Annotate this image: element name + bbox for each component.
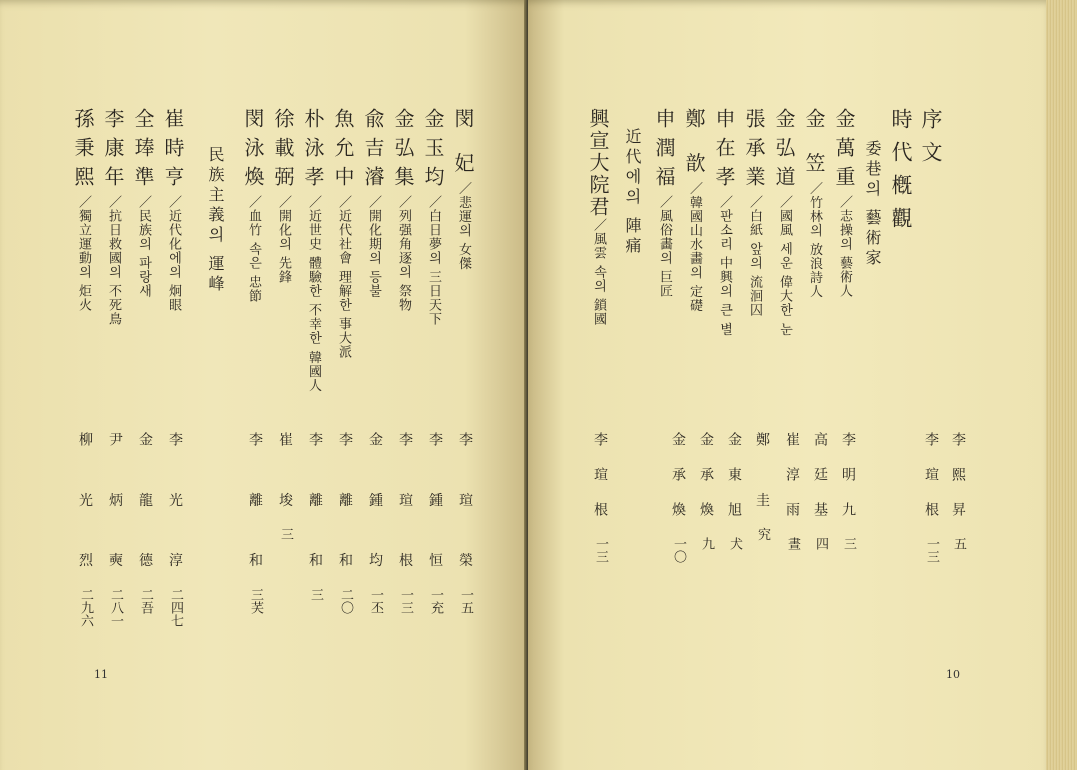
entry-author: 李 鍾 恒一充 [427, 432, 443, 614]
entry-name: 朴泳孝 [301, 108, 325, 195]
entry-subtitle: 開化期의 등불 [366, 209, 381, 299]
entry-name: 李康年 [101, 108, 125, 195]
entry-page: 晝 [785, 537, 800, 550]
entry-page: 一三 [924, 537, 939, 563]
entry-name: 金玉均 [421, 108, 445, 195]
entry-page: 二八一 [108, 587, 123, 627]
entry-subtitle: 白紙 앞의 流洄囚 [747, 209, 762, 318]
entry-page: 二四七 [168, 587, 183, 627]
toc-entry: 閔泳煥／血竹 속은 忠節 [241, 108, 265, 304]
toc-entry: 金 笠／竹林의 放浪詩人 [802, 108, 826, 299]
section-title: 時代槪觀 [889, 108, 913, 240]
entry-name: 金 笠 [802, 108, 826, 182]
entry-author: 李 瑄 根一三 [397, 432, 413, 614]
toc-entry: 鄭 歆／韓國山水畵의 定礎 [682, 108, 706, 313]
toc-entry: 全琫準／民族의 파랑새 [131, 108, 155, 299]
entry-author: 金 鍾 均一丕 [367, 432, 383, 614]
toc-entry: 金弘道／國風 세운 偉大한 눈 [772, 108, 796, 337]
entry-page: 三 [308, 587, 323, 601]
entry-page: 一三 [593, 537, 608, 563]
toc-entry: 崔時亨／近代化에의 炯眼 [161, 108, 185, 313]
toc-entry: 徐載弼／開化의 先鋒 [271, 108, 295, 285]
entry-name: 鄭 歆 [682, 108, 706, 182]
entry-author: 金承煥一〇 [670, 432, 686, 563]
entry-subtitle: 悲運의 女傑 [456, 195, 471, 271]
entry-author: 崔 埈三 [277, 432, 293, 541]
entry-name: 申潤福 [652, 108, 676, 195]
entry-page: 一丕 [368, 587, 383, 614]
entry-subtitle: 國風 세운 偉大한 눈 [777, 209, 792, 337]
entry-page: 一〇 [671, 537, 686, 563]
entry-page: 二吾 [138, 587, 153, 614]
entry-subtitle: 民族의 파랑새 [136, 209, 151, 299]
entry-author: 金承煥九 [698, 432, 714, 550]
entry-subtitle: 開化의 先鋒 [276, 209, 291, 285]
entry-name: 徐載弼 [271, 108, 295, 195]
entry-author: 崔淳雨晝 [784, 432, 800, 550]
entry-author: 李 光 淳二四七 [167, 432, 183, 627]
toc-entry: 申在孝／판소리 中興의 큰 별 [712, 108, 736, 337]
left-page [0, 0, 528, 770]
entry-name: 全琫準 [131, 108, 155, 195]
page-number: 10 [946, 668, 960, 681]
toc-entry: 朴泳孝／近世史 體驗한 不幸한 韓國人 [301, 108, 325, 393]
entry-author: 金 龍 德二吾 [137, 432, 153, 614]
entry-page: 一充 [428, 587, 443, 614]
entry-page: 三 [278, 527, 293, 541]
entry-page: 二〇 [338, 587, 353, 614]
entry-subtitle: 竹林의 放浪詩人 [807, 195, 822, 299]
toc-entry: 金萬重／志操의 藝術人 [832, 108, 856, 299]
entry-name: 閔泳煥 [241, 108, 265, 195]
entry-subtitle: 獨立運動의 炬火 [76, 209, 91, 313]
entry-name: 金萬重 [832, 108, 856, 195]
entry-name: 兪吉濬 [361, 108, 385, 195]
entry-page: 二九六 [78, 587, 93, 627]
entry-subtitle: 血竹 속은 忠節 [246, 209, 261, 304]
entry-page: 三 [841, 537, 856, 550]
preface-author: 李熙昇五 [950, 432, 966, 550]
toc-entry: 李康年／抗日救國의 不死鳥 [101, 108, 125, 327]
entry-author: 金東旭犬 [726, 432, 742, 550]
toc-entry: 魚允中／近代社會 理解한 事大派 [331, 108, 355, 360]
entry-subtitle: 白日夢의 三日天下 [426, 209, 441, 327]
page-number: 11 [94, 668, 108, 681]
toc-entry: 金弘集／列强角逐의 祭物 [391, 108, 415, 313]
entry-subtitle: 抗日救國의 不死鳥 [106, 209, 121, 327]
entry-name: 申在孝 [712, 108, 736, 195]
toc-entry: 孫秉熙／獨立運動의 炬火 [71, 108, 95, 313]
entry-subtitle: 近代社會 理解한 事大派 [336, 209, 351, 360]
page-edges [1046, 0, 1077, 770]
entry-subtitle: 판소리 中興의 큰 별 [717, 209, 732, 337]
entry-page: 究 [755, 527, 770, 541]
toc-entry: 興宣大院君／風雲 속의 鎖國 [586, 108, 610, 327]
preface-author: 李瑄根一三 [923, 432, 939, 563]
entry-author: 李 離 和三 [307, 432, 323, 601]
entry-name: 興宣大院君 [586, 108, 610, 218]
toc-entry: 金玉均／白日夢의 三日天下 [421, 108, 445, 327]
toc-entry: 兪吉濬／開化期의 등불 [361, 108, 385, 299]
entry-author: 李明九三 [840, 432, 856, 550]
entry-page: 三芺 [248, 587, 263, 614]
entry-name: 金弘道 [772, 108, 796, 195]
entry-name: 閔 妃 [451, 108, 475, 182]
entry-subtitle: 風雲 속의 鎖國 [591, 232, 606, 327]
entry-page: 九 [699, 537, 714, 550]
toc-entry: 張承業／白紙 앞의 流洄囚 [742, 108, 766, 318]
right-page [528, 0, 1046, 770]
section-title: 近代에의 陣痛 [623, 128, 642, 258]
entry-author: 尹 炳 奭二八一 [107, 432, 123, 627]
entry-subtitle: 近世史 體驗한 不幸한 韓國人 [306, 209, 321, 393]
preface-title: 序文 [919, 108, 943, 174]
entry-author: 李 瑄 榮一五 [457, 432, 473, 614]
entry-author: 鄭 圭究 [754, 432, 770, 541]
entry-page: 犬 [727, 537, 742, 550]
entry-subtitle: 韓國山水畵의 定礎 [687, 195, 702, 313]
entry-page: 一五 [458, 587, 473, 614]
entry-author: 李瑄根一三 [592, 432, 608, 563]
entry-author: 柳 光 烈二九六 [77, 432, 93, 627]
entry-author: 李 離 和二〇 [337, 432, 353, 614]
toc-entry: 申潤福／風俗畵의 巨匠 [652, 108, 676, 299]
subsection-title: 委巷의 藝術家 [863, 140, 882, 270]
entry-page: 五 [951, 537, 966, 550]
section-title: 民族主義의 運峰 [206, 146, 225, 296]
entry-author: 李 離 和三芺 [247, 432, 263, 614]
entry-subtitle: 志操의 藝術人 [837, 209, 852, 299]
entry-name: 張承業 [742, 108, 766, 195]
entry-subtitle: 列强角逐의 祭物 [396, 209, 411, 313]
entry-name: 孫秉熙 [71, 108, 95, 195]
entry-page: 一三 [398, 587, 413, 614]
entry-name: 金弘集 [391, 108, 415, 195]
entry-subtitle: 近代化에의 炯眼 [166, 209, 181, 313]
entry-subtitle: 風俗畵의 巨匠 [657, 209, 672, 299]
entry-name: 魚允中 [331, 108, 355, 195]
entry-page: 四 [813, 537, 828, 550]
entry-author: 高廷基四 [812, 432, 828, 550]
entry-name: 崔時亨 [161, 108, 185, 195]
toc-entry: 閔 妃／悲運의 女傑 [451, 108, 475, 271]
